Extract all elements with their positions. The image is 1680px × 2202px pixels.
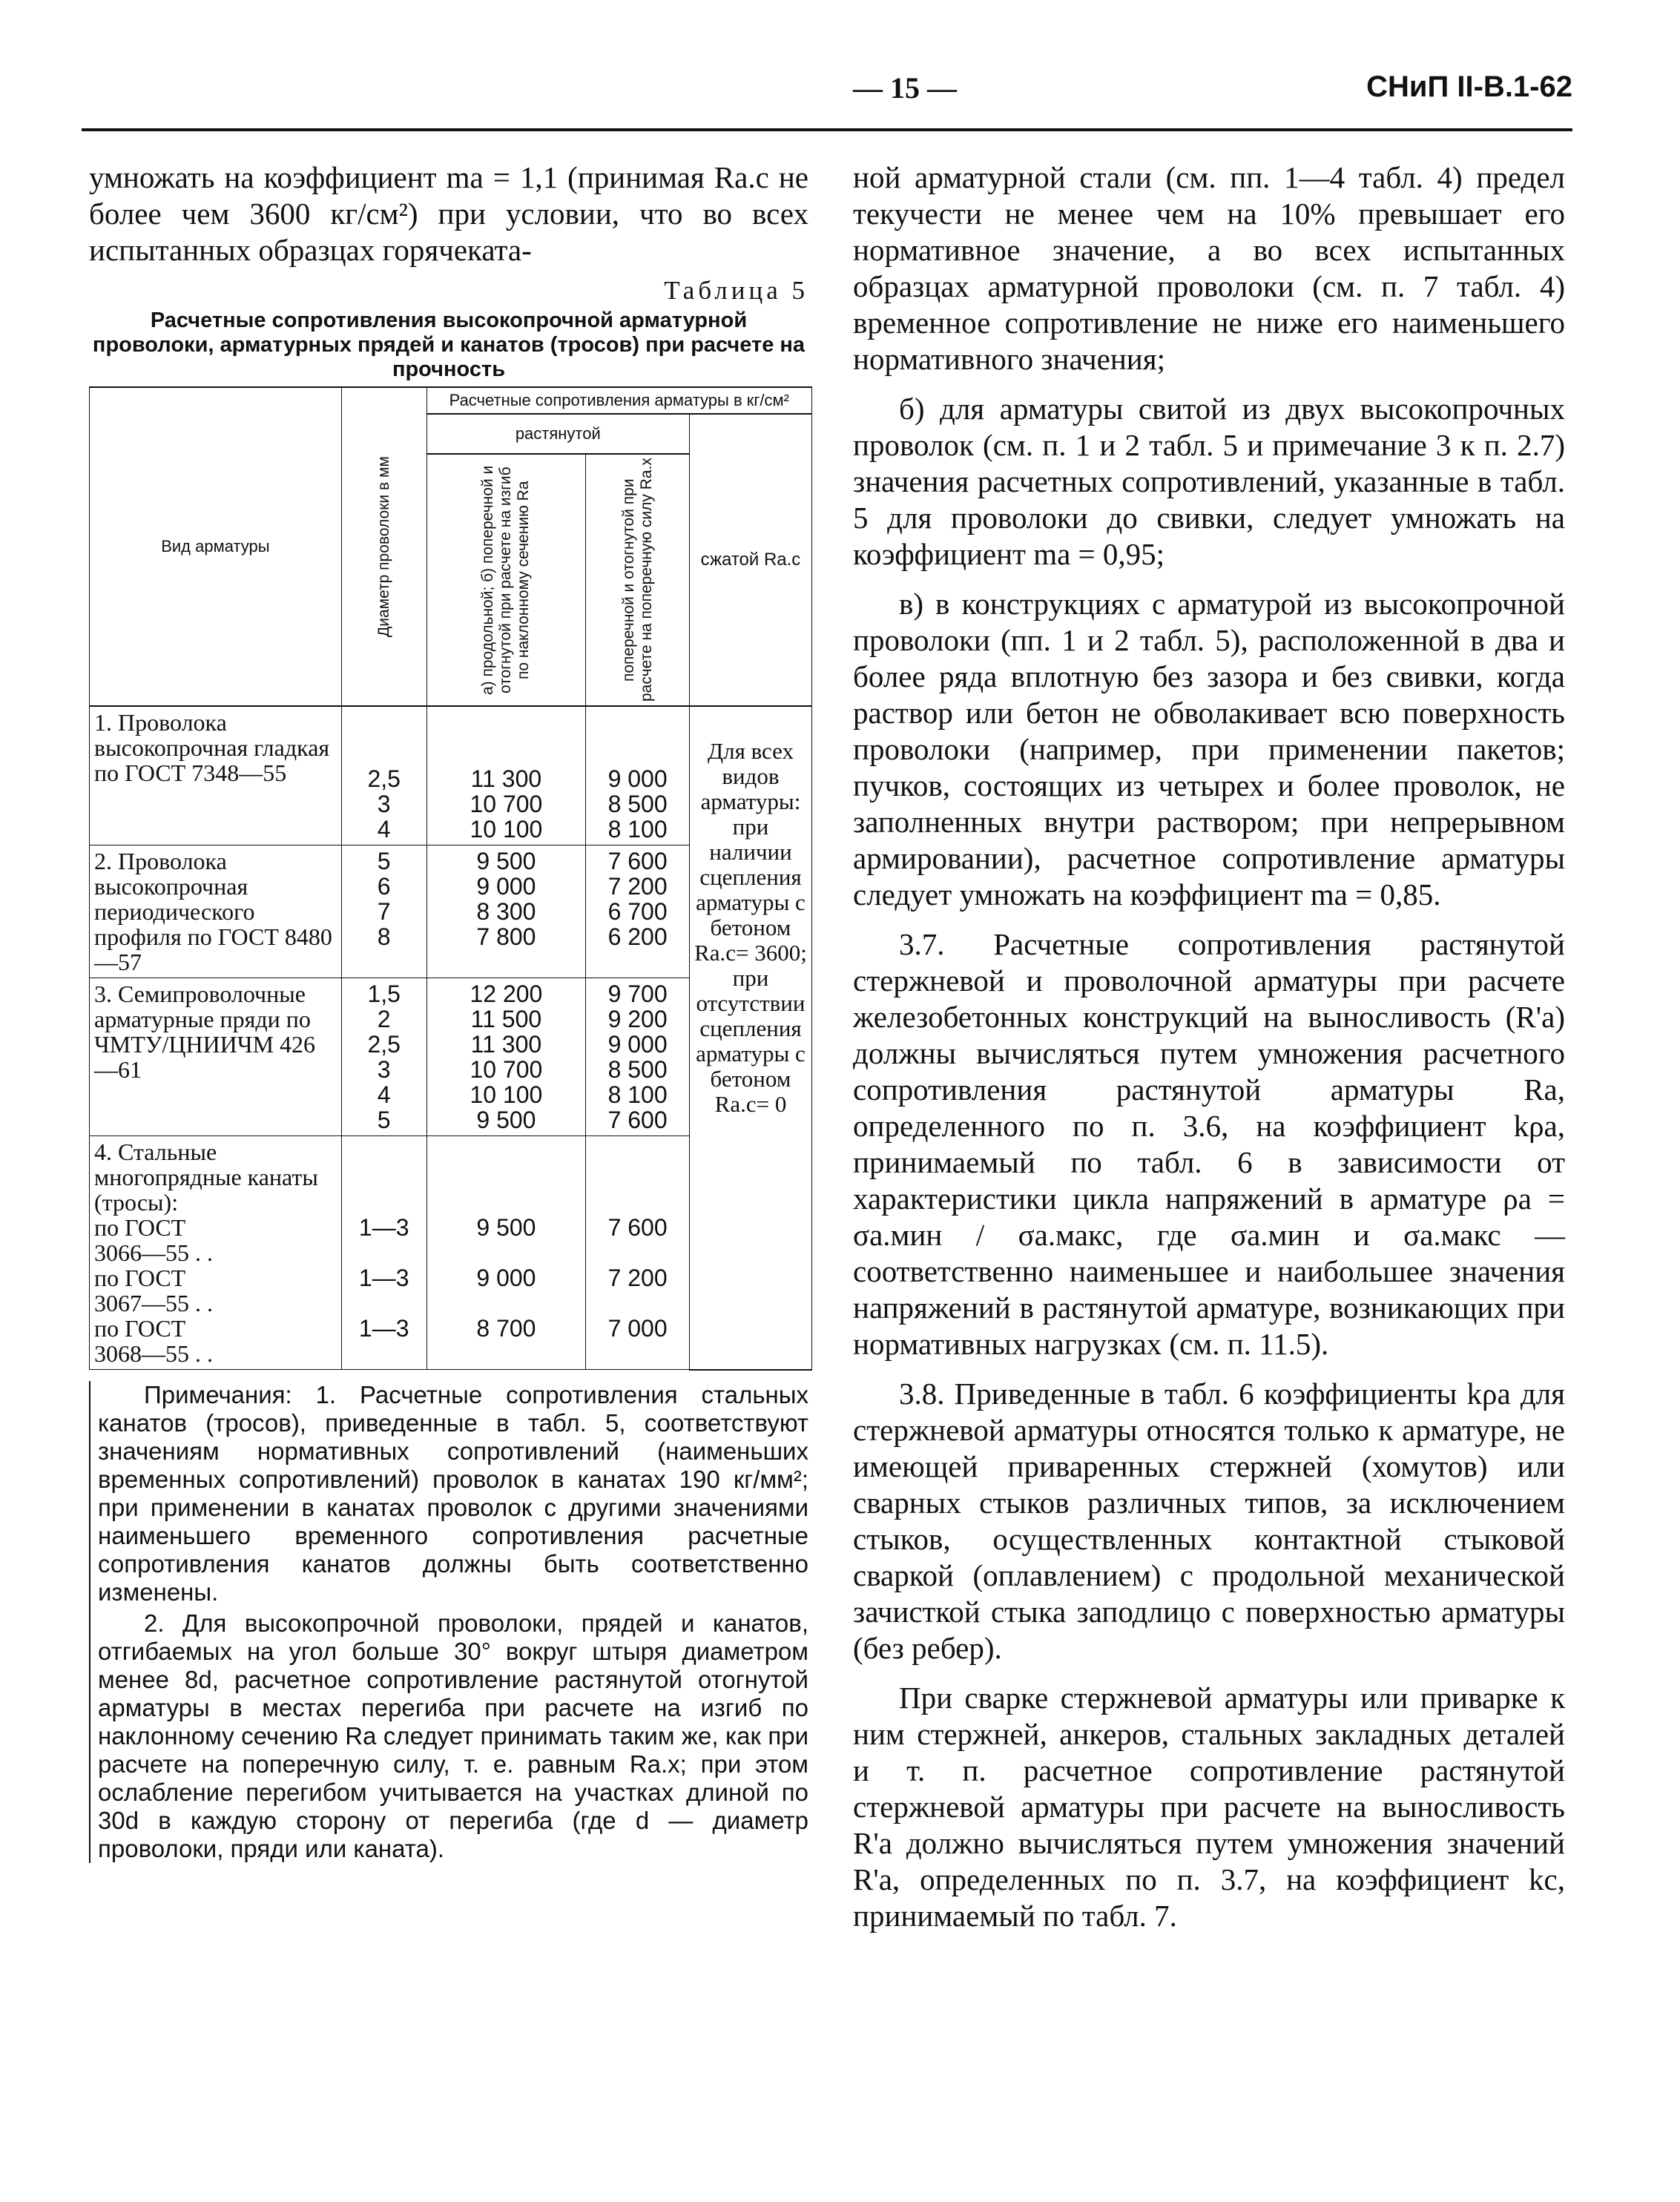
header-diameter [341,387,426,706]
row-kind: 2. Проволока высокопрочная периодического профиля по ГОСТ 8480—57 [90,845,342,978]
note-1: Примечания: 1. Расчетные сопротивления стальных канатов (тросов), приведенные в табл. 5, соответствуют значениям нормативных сопротивлений (наименьших временных сопротивлений) проволок в канатах 190 кг/мм²; при применении в канатах проволок с другими значениями наименьшего временного сопротивления расчетные сопротивления канатов должны быть соответственно изменены. [98,1380,808,1606]
note-2: 2. Для высокопрочной проволоки, прядей и канатов, отгибаемых на угол больше 30° вокруг штыря диаметром менее 8d, расчетное сопротивление растянутой отогнутой арматуры в местах перегиба при расчете на изгиб по наклонному сечению Rа следует принимать таким же, как при расчете на поперечную силу, т. е. равным Rа.х; при этом ослабление перегибом учитывается на участках длиной по 30d в каждую сторону от перегиба (где d — диаметр проволоки, пряди или каната). [98,1609,808,1862]
page-header [82,70,1572,122]
row-diameter: 1—3 1—3 1—3 [341,1136,426,1370]
row-ra: 12 200 11 500 11 300 10 700 10 100 9 500 [426,978,586,1136]
row-diameter: 5 6 7 8 [341,845,426,978]
paragraph-3: в) в конструкциях с арматурой из высокопрочной проволоки (пп. 1 и 2 табл. 5), расположенной в два и более ряда вплотную без зазора и без свивки, когда раствор или бетон не обволакивает всю поверхность проволоки (например, при применении пакетов; пучков, состоящих из четырех и более проволок, не заполненных внутри раствором; при непрерывном армировании), расчетное сопротивление арматуры следует умножать на коэффициент mа = 0,85. [853,587,1565,912]
table-caption: Таблица 5 [664,276,808,305]
row-kind: 3. Семипроволочные арматурные пряди по ЧМТУ/ЦНИИЧМ 426—61 [90,978,342,1136]
table-row [90,706,812,845]
table-5 [89,386,812,1371]
row-rax: 9 700 9 200 9 000 8 500 8 100 7 600 [586,978,690,1136]
header-ra [426,454,586,706]
paragraph-intro: умножать на коэффициент mа = 1,1 (принимая Rа.с не более чем 3600 кг/см²) при условии, что во всех испытанных образцах горячеката- [89,160,808,267]
header-kind: Вид арматуры [90,387,342,706]
header-compression: сжатой Rа.с [690,414,812,706]
right-column [853,159,1565,1934]
header-rax-text: поперечной и отогнутой при расчете на поперечную силу Rа.х [619,458,655,702]
row-ra: 11 300 10 700 10 100 [426,706,586,845]
header-group: Расчетные сопротивления арматуры в кг/см² [426,387,811,414]
paragraph-2: б) для арматуры свитой из двух высокопрочных проволок (см. п. 1 и 2 табл. 5 и примечание 3 к п. 2.7) значения расчетных сопротивлений, указанные в табл. 5 для проволоки до свивки, следует умножать на коэффициент mа = 0,95; [853,392,1565,571]
header-rax [586,454,690,706]
header-ra-text: а) продольной; б) поперечной и отогнутой при расчете на изгиб по наклонному сечению Rа [479,465,533,695]
document-code: СНиП II-В.1-62 [1366,70,1572,103]
row-diameter: 1,5 2 2,5 3 4 5 [341,978,426,1136]
row-rax: 7 600 7 200 6 700 6 200 [586,845,690,978]
row-rax: 9 000 8 500 8 100 [586,706,690,845]
row-kind: 4. Стальные многопрядные канаты (тросы): по ГОСТ 3066—55 . . по ГОСТ 3067—55 . . по ГОСТ 3068—55 . . [90,1136,342,1370]
paragraph-4: 3.7. Расчетные сопротивления растянутой стержневой и проволочной арматуры при расчете железобетонных конструкций на выносливость (R'а) должны вычисляться путем умножения расчетного сопротивления растянутой арматуры Rа, определенного по п. 3.6, на коэффициент kρа, принимаемый по табл. 6 в зависимости от характеристики цикла напряжений в арматуре ρа = σа.мин / σа.макс, где σа.мин и σа.макс — соответственно наименьшее и наибольшее значения напряжений в растянутой арматуре, возникающих при нормативных нагрузках (см. п. 11.5). [853,927,1565,1361]
page-number: — 15 — [853,71,957,105]
header-diameter-text: Диаметр проволоки в мм [375,456,392,637]
row-rax: 7 600 7 200 7 000 [586,1136,690,1370]
row-ra: 9 500 9 000 8 700 [426,1136,586,1370]
header-rule [82,128,1572,131]
header-tension: растянутой [426,414,689,454]
table-title: Расчетные сопротивления высокопрочной арматурной проволоки, арматурных прядей и канатов (тросов) при расчете на прочность [92,309,806,381]
left-column [89,159,808,1863]
compression-note: Для всех видов арматуры: при наличии сцепления арматуры с бетоном Rа.с= 3600; при отсутствии сцепления арматуры с бетоном Rа.с= 0 [690,706,812,1370]
row-ra: 9 500 9 000 8 300 7 800 [426,845,586,978]
paragraph-6: При сварке стержневой арматуры или приварке к ним стержней, анкеров, стальных закладных деталей и т. п. расчетное сопротивление растянутой стержневой арматуры при расчете на выносливость R'а должно вычисляться путем умножения значений R'а, определенных по п. 3.7, на коэффициент kс, принимаемый по табл. 7. [853,1681,1565,1933]
paragraph-5: 3.8. Приведенные в табл. 6 коэффициенты kρа для стержневой арматуры относятся только к арматуре, не имеющей приваренных стержней (хомутов) или сварных стыков различных типов, за исключением стыков, осуществленных контактной стыковой сваркой (оплавлением) с продольной механической зачисткой стыка заподлицо с поверхностью арматуры (без ребер). [853,1377,1565,1665]
table-notes [89,1381,808,1863]
paragraph-1: ной арматурной стали (см. пп. 1—4 табл. 4) предел текучести не менее чем на 10% превышает его нормативное значение, а во всех испытанных образцах арматурной проволоки (см. п. 7 табл. 4) временное сопротивление не ниже его наименьшего нормативного значения; [853,160,1565,376]
row-kind: 1. Проволока высокопрочная гладкая по ГОСТ 7348—55 [90,706,342,845]
row-diameter: 2,5 3 4 [341,706,426,845]
